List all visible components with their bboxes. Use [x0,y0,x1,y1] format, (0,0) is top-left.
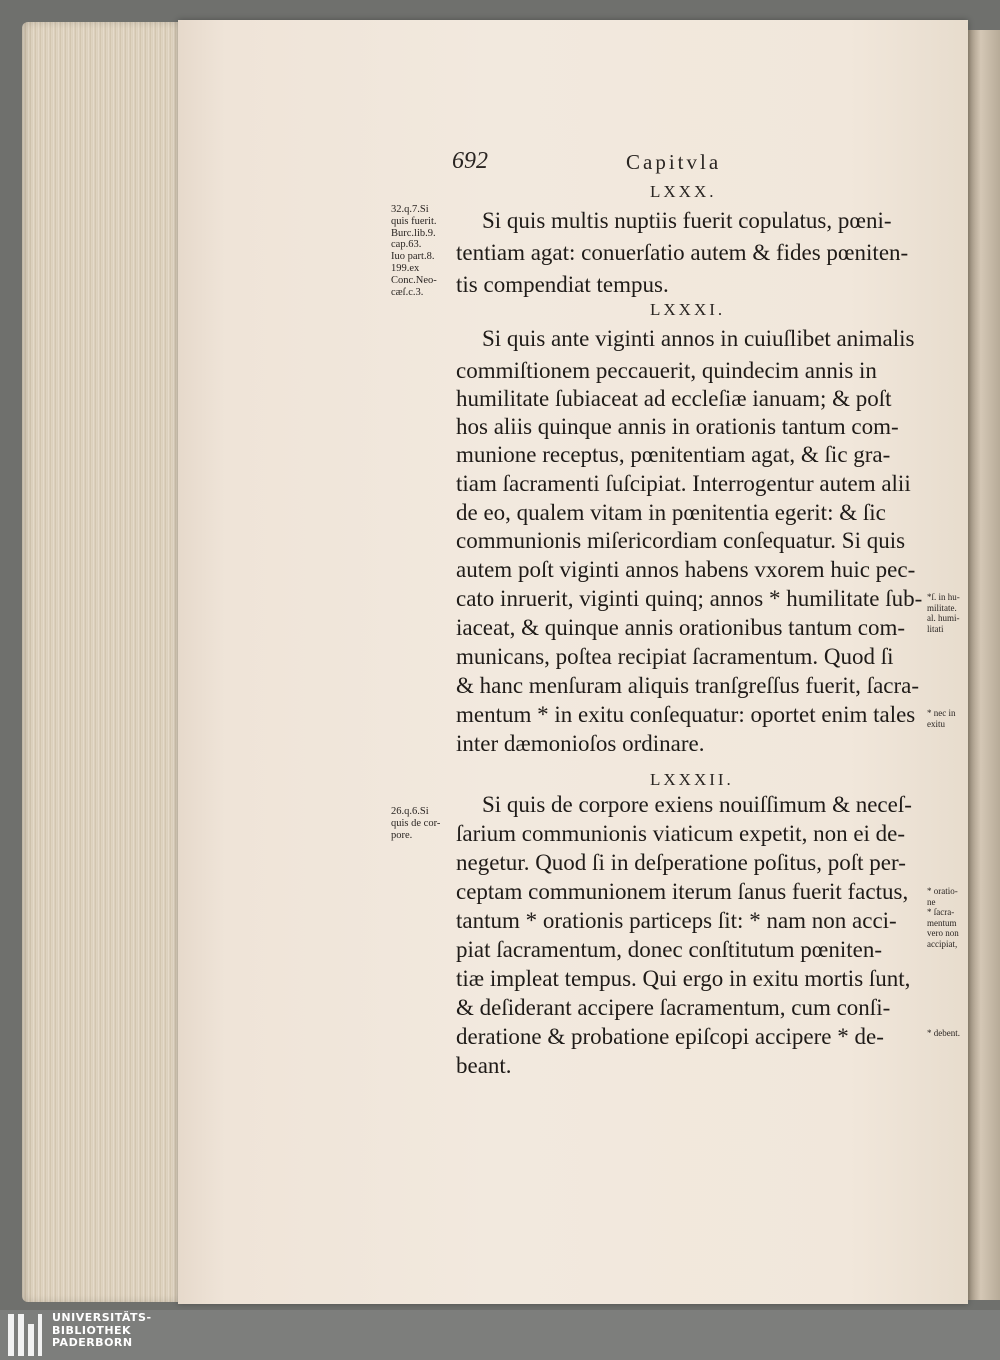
text-line: humilitate ſubiaceat ad eccleſiæ ianuam; & poſt [456,386,892,411]
text-line: commiſtionem peccauerit, quindecim annis in [456,358,877,383]
text-line: tantum * orationis particeps ſit: * nam non acci- [456,908,897,933]
text-line: communionis miſericordiam conſequatur. Si quis [456,528,906,553]
margin-note-right: * nec in exitu [927,708,956,729]
text-line: cato inruerit, viginti quinq; annos * humilitate ſub- [456,586,923,611]
text-line: Si quis de corpore exiens nouiſſimum & neceſ- [482,792,912,817]
scanned-page [178,20,968,1304]
text-line: municans, poſtea recipiat ſacramentum. Quod ſi [456,644,894,669]
text-line: piat ſacramentum, donec conſtitutum pœniten- [456,937,883,962]
book-page-edges [22,22,182,1302]
text-line: hos aliis quinque annis in orationis tantum com- [456,414,899,439]
text-line: beant. [456,1053,512,1078]
text-line: negetur. Quod ſi in deſperatione poſitus, poſt per- [456,850,906,875]
text-line: inter dæmonioſos ordinare. [456,731,705,756]
footer-bar [0,1310,1000,1360]
text-line: & deſiderant accipere ſacramentum, cum conſi- [456,995,891,1020]
text-line: ceptam communionem iterum ſanus fuerit factus, [456,879,909,904]
text-line: tentiam agat: conuerſatio autem & fides pœniten- [456,240,909,265]
running-head: Capitvla [626,150,722,174]
margin-note-right: *ſ. in hu- militate. al. humi- litati [927,592,960,634]
facing-page-edge [968,30,1000,1300]
margin-note-right: * oratio- ne * ſacra- mentum vero non accipiat, [927,886,959,949]
page-number: 692 [452,148,488,174]
text-line: & hanc menſuram aliquis tranſgreſſus fuerit, ſacra- [456,673,920,698]
margin-note-right: * debent. [927,1028,960,1038]
text-line: deratione & probatione epiſcopi accipere * de- [456,1024,884,1049]
text-line: Si quis multis nuptiis fuerit copulatus, pœni- [482,208,892,233]
section-heading: LXXXII. [650,770,734,789]
margin-note-left: 32.q.7.Si quis fuerit. Burc.lib.9. cap.63. Iuo part.8. 199.ex Conc.Neo- cæſ.c.3. [391,204,437,298]
text-line: Si quis ante viginti annos in cuiuſlibet animalis [482,326,915,351]
text-line: tiæ impleat tempus. Qui ergo in exitu mortis ſunt, [456,966,911,991]
text-line: tiam ſacramenti ſuſcipiat. Interrogentur autem alii [456,471,911,496]
library-name: UNIVERSITÄTS- BIBLIOTHEK PADERBORN [52,1311,152,1349]
text-line: ſarium communionis viaticum expetit, non ei de- [456,821,906,846]
text-line: iaceat, & quinque annis orationibus tantum com- [456,615,906,640]
library-logo-icon [8,1310,44,1360]
margin-note-left: 26.q.6.Si quis de cor- pore. [391,806,441,841]
page-header [178,148,968,178]
text-line: munione receptus, pœnitentiam agat, & ſic gra- [456,442,891,467]
section-heading: LXXXI. [650,300,726,319]
text-line: mentum * in exitu conſequatur: oportet enim tales [456,702,916,727]
text-line: autem poſt viginti annos habens vxorem huic pec- [456,557,916,582]
text-line: tis compendiat tempus. [456,272,669,297]
text-line: de eo, qualem vitam in pœnitentia egerit: & ſic [456,500,886,525]
section-heading: LXXX. [650,182,717,201]
